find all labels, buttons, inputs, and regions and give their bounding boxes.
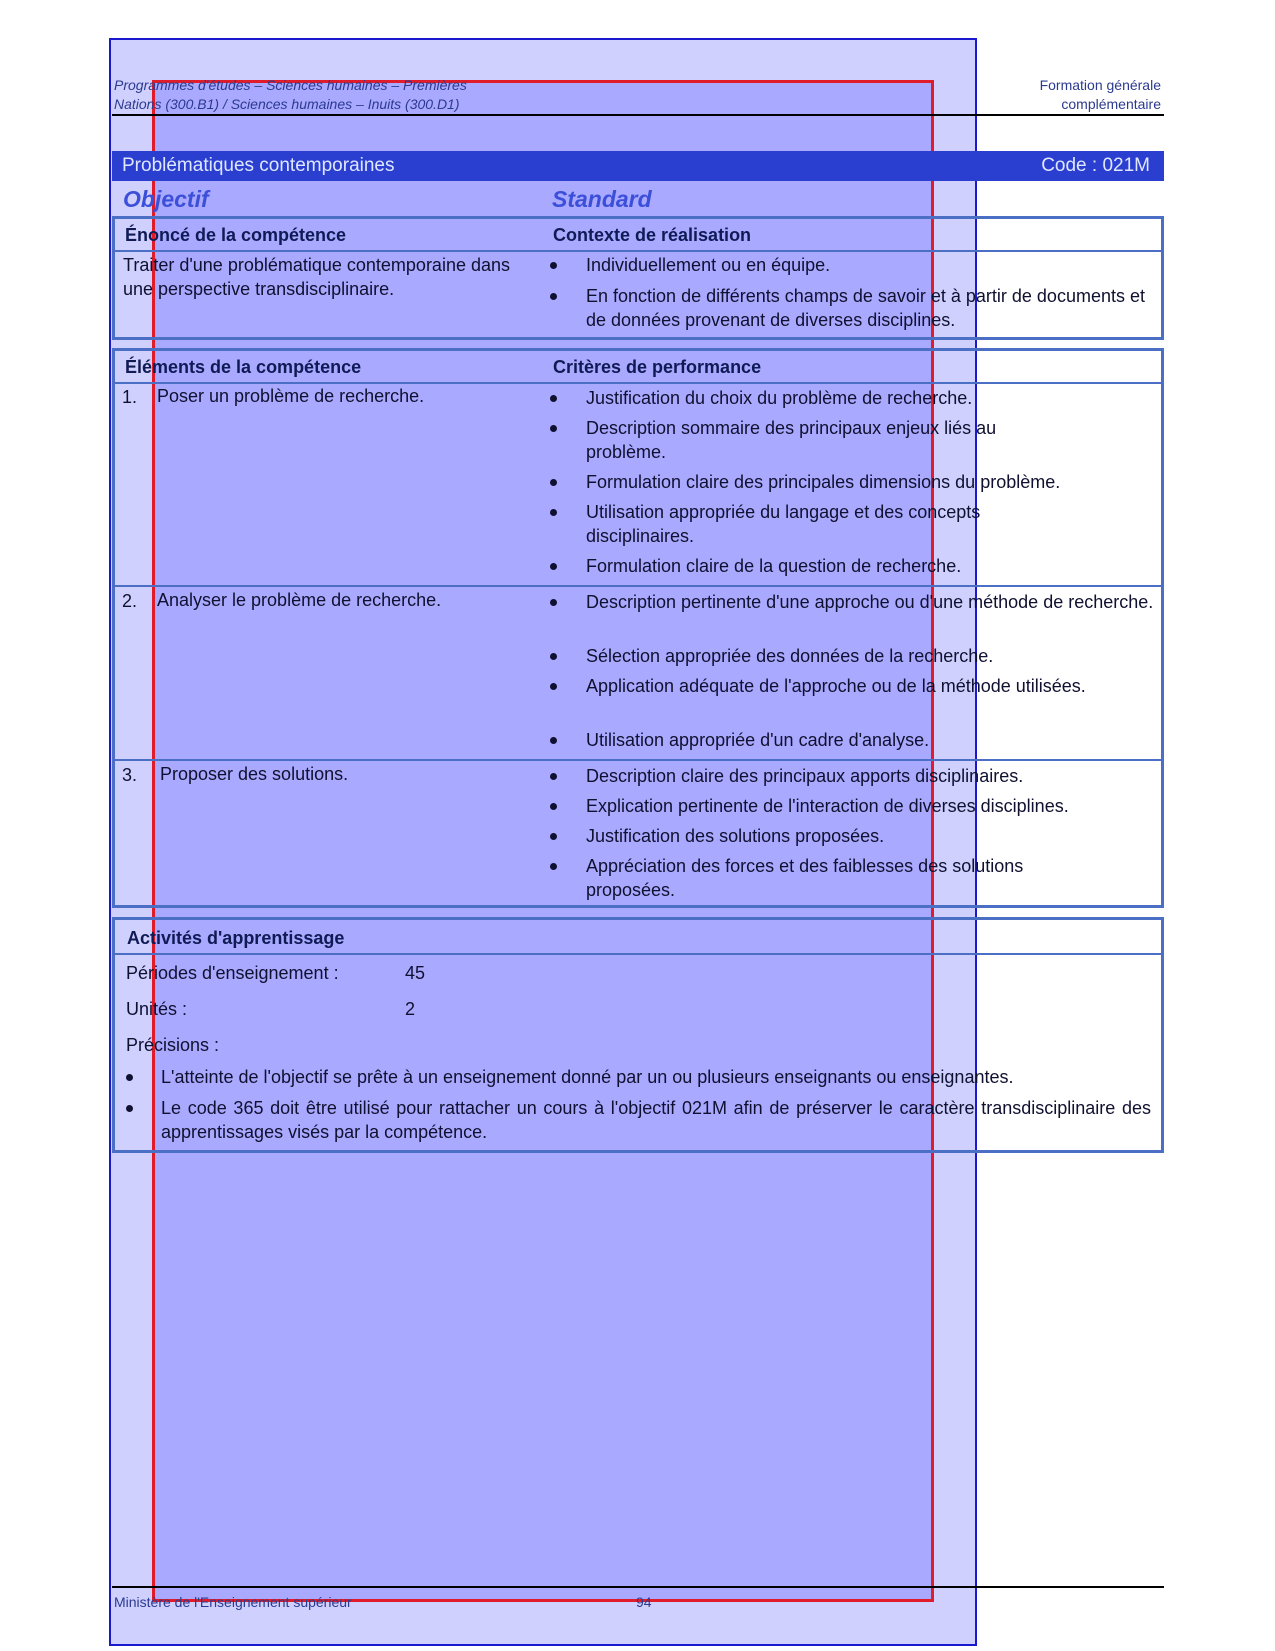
row-divider bbox=[115, 953, 1161, 955]
criterion-item: Utilisation appropriée d'un cadre d'analyse. bbox=[586, 730, 930, 750]
row-divider bbox=[115, 759, 1161, 761]
enonce-text: Traiter d'une problématique contemporaine dans une perspective transdisciplinaire. bbox=[123, 255, 510, 299]
bullet-icon bbox=[550, 653, 557, 660]
element-number: 2. bbox=[122, 591, 138, 611]
bullet-icon bbox=[550, 599, 557, 606]
precision-item: L'atteinte de l'objectif se prête à un enseignement donné par un ou plusieurs enseignants ou enseignantes. bbox=[161, 1067, 1014, 1087]
bullet-icon bbox=[550, 479, 557, 486]
contexte-item: Individuellement ou en équipe. bbox=[586, 255, 831, 275]
precision-item: Le code 365 doit être utilisé pour rattacher un cours à l'objectif 021M afin de préserver le caractère transdisciplinaire des apprentissages visés par la compétence. bbox=[161, 1098, 1151, 1142]
bullet-icon bbox=[550, 425, 557, 432]
header-program-line-2: Nations (300.B1) / Sciences humaines – Inuits (300.D1) bbox=[114, 96, 460, 112]
criterion-item: Justification des solutions proposées. bbox=[586, 826, 885, 846]
standard-heading: Standard bbox=[552, 186, 652, 212]
unites-label: Unités : bbox=[126, 999, 188, 1019]
periodes-label: Périodes d'enseignement : bbox=[126, 963, 339, 983]
activites-heading: Activités d'apprentissage bbox=[127, 928, 345, 948]
criterion-item: Explication pertinente de l'interaction de diverses disciplines. bbox=[586, 796, 1069, 816]
element-label: Proposer des solutions. bbox=[160, 764, 349, 784]
row-divider bbox=[115, 585, 1161, 587]
criterion-item: Formulation claire de la question de recherche. bbox=[586, 556, 962, 576]
element-number: 3. bbox=[122, 765, 138, 785]
criterion-item: Description pertinente d'une approche ou d'une méthode de recherche. bbox=[586, 592, 1154, 612]
precisions-label: Précisions : bbox=[126, 1035, 220, 1055]
title-bar bbox=[112, 151, 1164, 181]
bullet-icon bbox=[550, 563, 557, 570]
header-formation-line-2: complémentaire bbox=[1061, 96, 1161, 112]
bullet-icon bbox=[550, 683, 557, 690]
contexte-item: En fonction de différents champs de savoir et à partir de documents et de données provenant de diverses disciplines. bbox=[586, 286, 1145, 330]
bullet-icon bbox=[550, 803, 557, 810]
bullet-icon bbox=[126, 1105, 133, 1112]
bullet-icon bbox=[550, 833, 557, 840]
bullet-icon bbox=[550, 509, 557, 516]
header-formation-line-1: Formation générale bbox=[1039, 77, 1161, 93]
periodes-value: 45 bbox=[405, 963, 426, 983]
criterion-item: Sélection appropriée des données de la recherche. bbox=[586, 646, 994, 666]
competency-code: Code : 021M bbox=[1041, 155, 1150, 176]
footer-ministry: Ministère de l'Enseignement supérieur bbox=[114, 1594, 352, 1610]
bullet-icon bbox=[550, 773, 557, 780]
element-label: Poser un problème de recherche. bbox=[157, 386, 425, 406]
elements-heading: Éléments de la compétence bbox=[125, 357, 362, 377]
element-number: 1. bbox=[122, 387, 138, 407]
page-title: Problématiques contemporaines bbox=[122, 155, 395, 176]
header-program-line-1: Programmes d'études – Sciences humaines – Premières bbox=[114, 77, 467, 93]
bullet-icon bbox=[550, 262, 557, 269]
element-label: Analyser le problème de recherche. bbox=[157, 590, 442, 610]
page-number: 94 bbox=[636, 1594, 652, 1610]
row-divider bbox=[115, 250, 1161, 252]
criterion-item: Formulation claire des principales dimensions du problème. bbox=[586, 472, 1061, 492]
criterion-item: Utilisation appropriée du langage et des concepts disciplinaires. bbox=[586, 502, 981, 546]
bullet-icon bbox=[550, 737, 557, 744]
enonce-heading: Énoncé de la compétence bbox=[125, 225, 347, 245]
criterion-item: Description sommaire des principaux enjeux liés au problème. bbox=[586, 418, 997, 462]
criterion-item: Description claire des principaux apports disciplinaires. bbox=[586, 766, 1024, 786]
criterion-item: Appréciation des forces et des faiblesses des solutions proposées. bbox=[586, 856, 1024, 900]
bullet-icon bbox=[550, 863, 557, 870]
contexte-heading: Contexte de réalisation bbox=[553, 225, 752, 245]
criterion-item: Justification du choix du problème de recherche. bbox=[586, 388, 973, 408]
bullet-icon bbox=[126, 1074, 133, 1081]
objectif-heading: Objectif bbox=[123, 186, 209, 212]
bullet-icon bbox=[550, 395, 557, 402]
criterion-item: Application adéquate de l'approche ou de la méthode utilisées. bbox=[586, 676, 1086, 696]
unites-value: 2 bbox=[405, 999, 416, 1019]
bullet-icon bbox=[550, 293, 557, 300]
footer-rule bbox=[112, 1586, 1164, 1588]
header-rule bbox=[112, 114, 1164, 116]
criteres-heading: Critères de performance bbox=[553, 357, 762, 377]
